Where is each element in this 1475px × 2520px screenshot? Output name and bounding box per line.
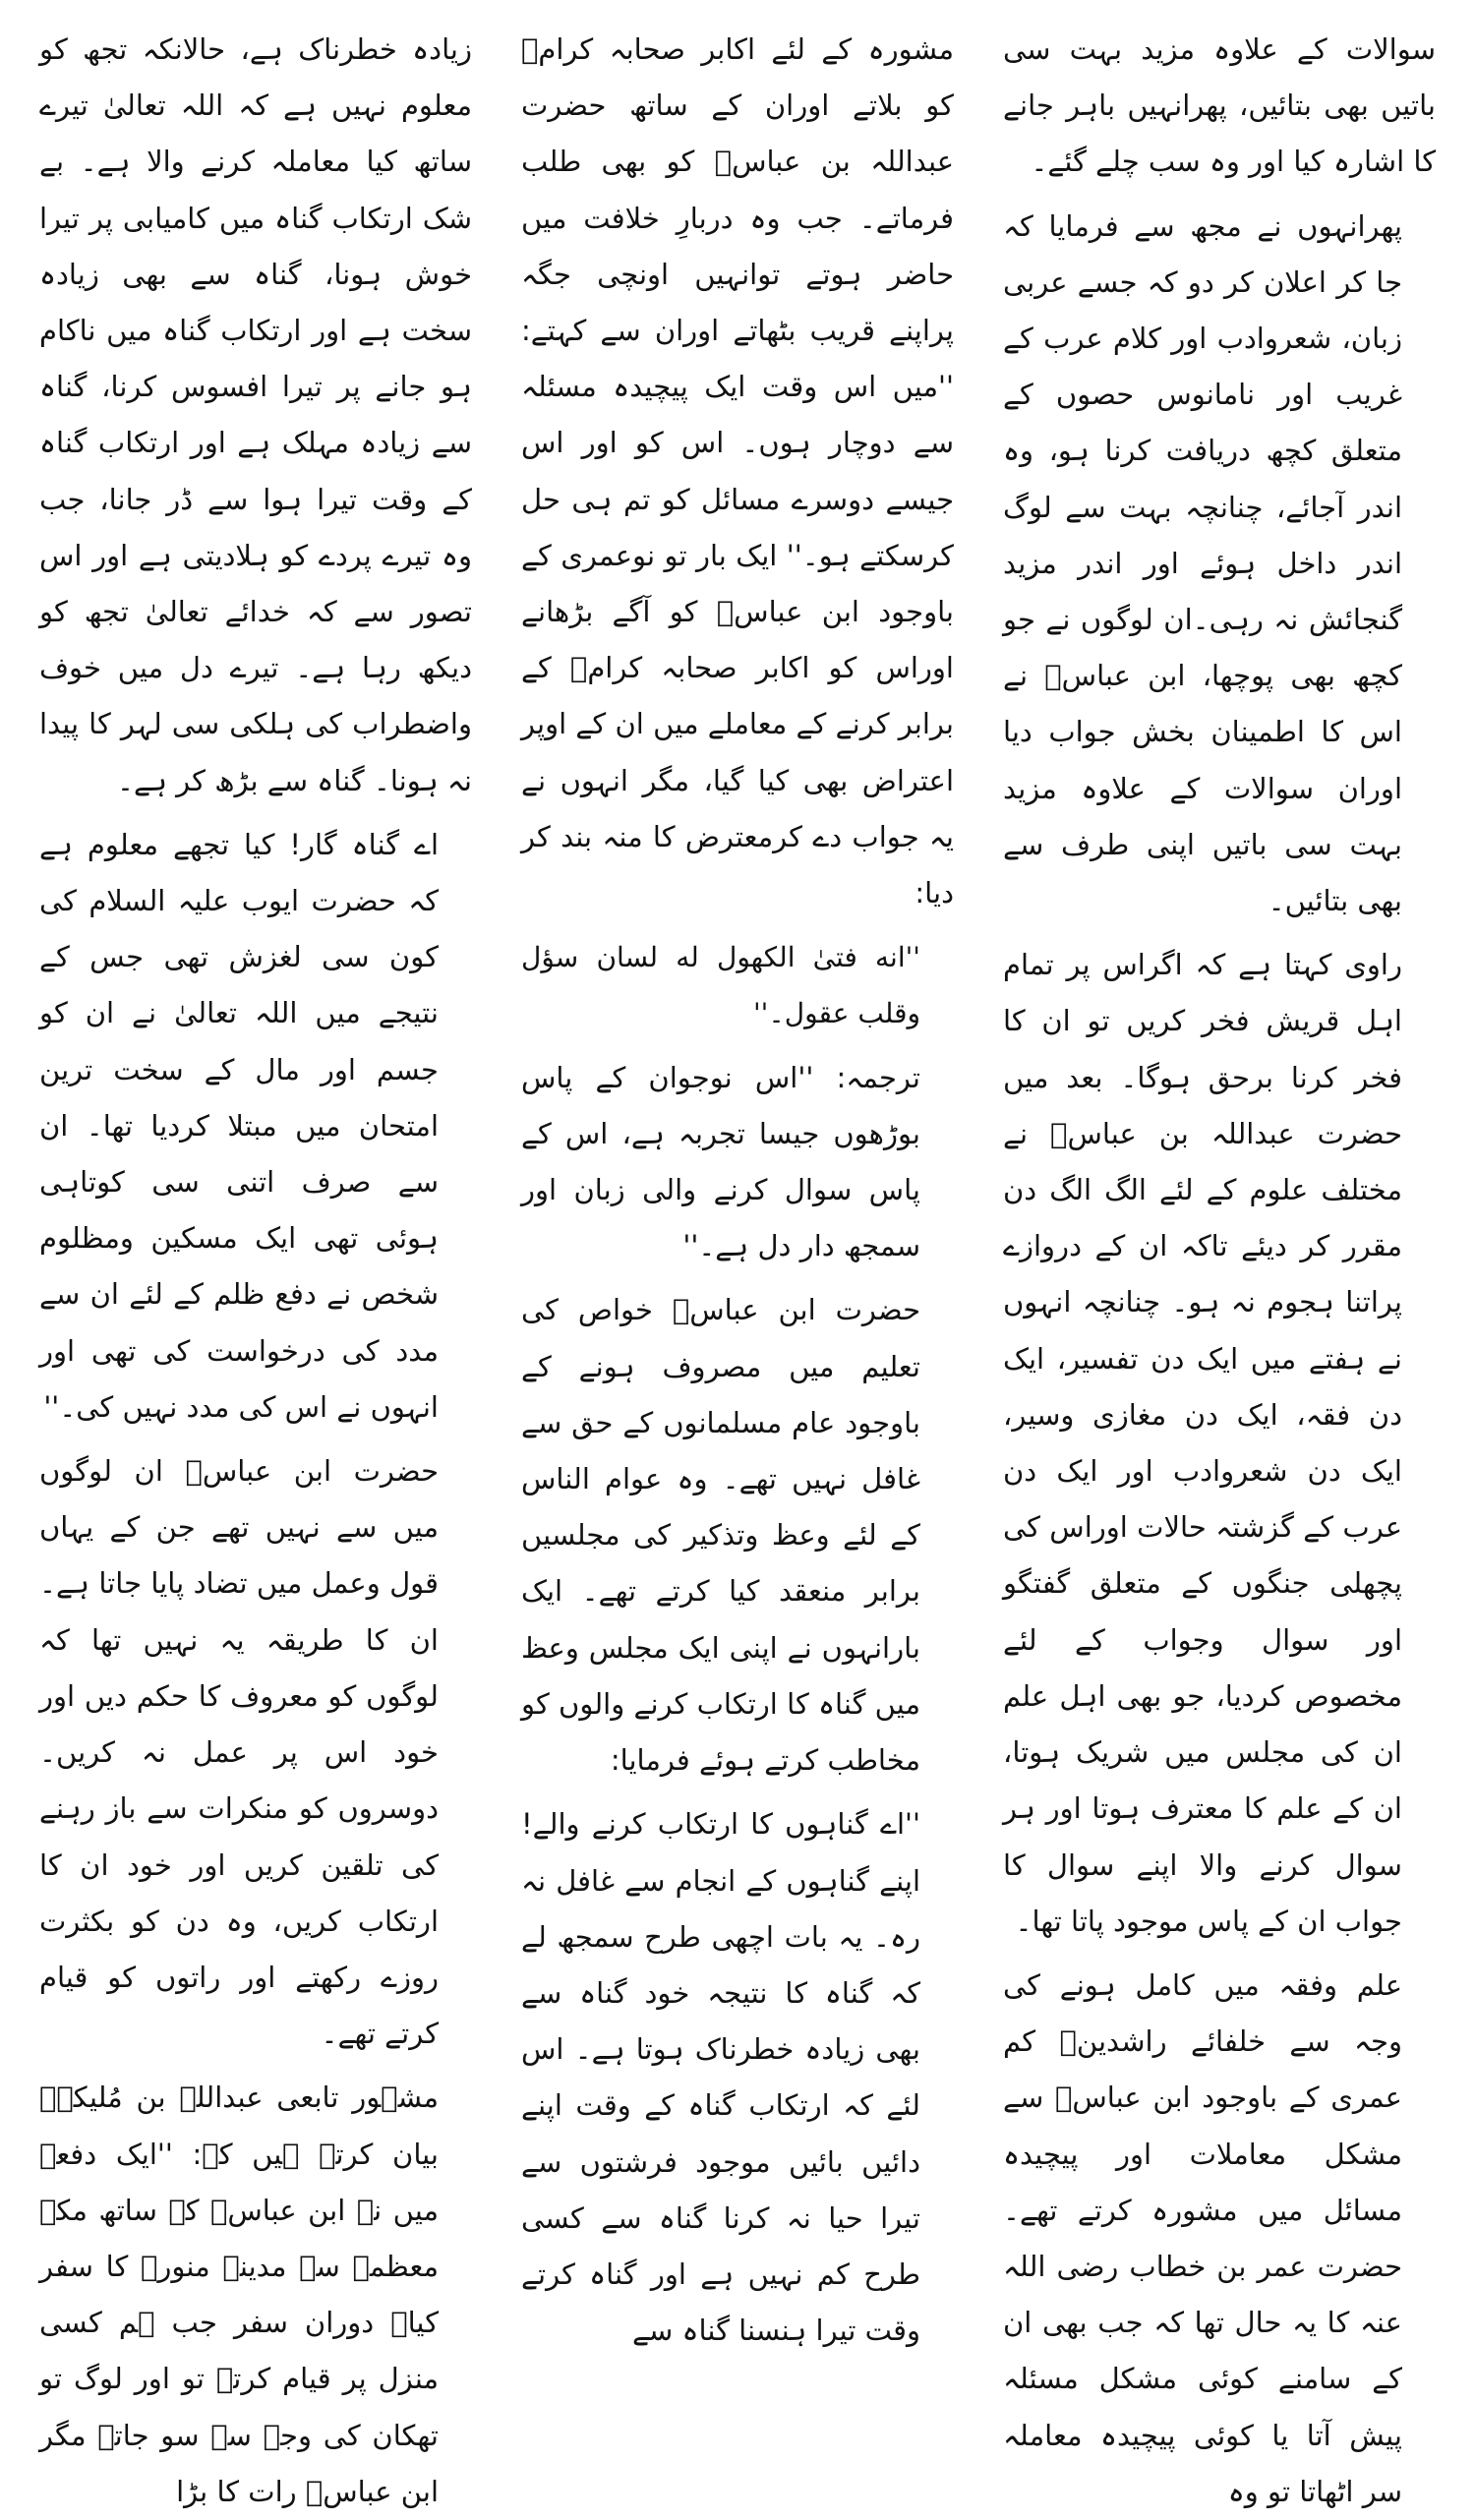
paragraph: راوی کہتا ہے کہ اگراس پر تمام اہل قریش فخر کریں تو ان کا فخر کرنا برحق ہوگا۔ بعد میں حضرت عبداللہ بن عباسؓ نے مختلف علوم کے لئے الگ الگ دن مقرر کر دیئے تاکہ ان کے دروازے پراتنا ہجوم نہ ہو۔ چنانچہ انہوں نے ہفتے میں ایک دن تفسیر، ایک دن فقہ، ایک دن مغازی وسیر، ایک دن شعروادب اور ایک دن عرب کے گزشتہ حالات اوراس کی پچھلی جنگوں کے متعلق گفتگو اور سوال وجواب کے لئے مخصوص کردیا، جو بھی اہل علم ان کی مجلس میں شریک ہوتا، ان کے علم کا معترف ہوتا اور ہر سوال کرنے والا اپنے سوال کا جواب ان کے پاس موجود پاتا تھا۔ [1003,948,1402,1938]
paragraph: سوالات کے علاوہ مزید بہت سی باتیں بھی بتائیں، پھرانہیں باہر جانے کا اشارہ کیا اور وہ سب چلے گئے۔ [1003,32,1436,179]
paragraph: مشہور تابعی عبداللہ بن مُلیکہؒ بیان کرتے ہیں کہ: ''ایک دفعہ میں نے ابن عباسؓ کے ساتھ مکہ معظمہ سے مدینہ منورہ کا سفر کیا۔ دوران سفر جب ہم کسی منزل پر قیام کرتے تو اور لوگ تو تھکان کی وجہ سے سو جاتے مگر ابن عباسؓ رات کا بڑا [39,2080,439,2508]
translation: ترجمہ: ''اس نوجوان کے پاس بوڑھوں جیسا تجربہ ہے، اس کے پاس سوال کرنے والی زبان اور سمجھ دار دل ہے۔'' [521,1060,920,1263]
paragraph: مشورہ کے لئے اکابر صحابہ کرامؓ کو بلاتے اوران کے ساتھ حضرت عبداللہ بن عباسؓ کو بھی طلب فرماتے۔ جب وہ دربارِ خلافت میں حاضر ہوتے توانہیں اونچی جگہ پراپنے قریب بٹھاتے اوران سے کہتے: ''میں اس وقت ایک پیچیدہ مسئلہ سے دوچار ہوں۔ اس کو اور اس جیسے دوسرے مسائل کو تم ہی حل کرسکتے ہو۔'' ایک بار تو نوعمری کے باوجود ابن عباسؓ کو آگے بڑھانے اوراس کو اکابر صحابہ کرامؓ کے برابر کرنے کے معاملے میں ان کے اوپر اعتراض بھی کیا گیا، مگر انہوں نے یہ جواب دے کرمعترض کا منہ بند کر دیا: [521,32,954,910]
paragraph: اے گناہ گار! کیا تجھے معلوم ہے کہ حضرت ایوب علیہ السلام کی کون سی لغزش تھی جس کے نتیجے میں اللہ تعالیٰ نے ان کو جسم اور مال کے سخت ترین امتحان میں مبتلا کردیا تھا۔ ان سے صرف اتنی سی کوتاہی ہوئی تھی ایک مسکین ومظلوم شخص نے دفع ظلم کے لئے ان سے مدد کی درخواست کی تھی اور انہوں نے اس کی مدد نہیں کی۔'' [39,827,439,1424]
arabic-quote: ''انه فتیٰ الكهول له لسان سؤل وقلب عقول۔'' [521,941,920,1030]
newspaper-page [39,22,1436,2508]
paragraph: پھرانہوں نے مجھ سے فرمایا کہ جا کر اعلان کر دو کہ جسے عربی زبان، شعروادب اور کلام عرب کے غریب اور نامانوس حصوں کے متعلق کچھ دریافت کرنا ہو، وہ اندر آجائے، چنانچہ بہت سے لوگ اندر داخل ہوئے اور اندر مزید گنجائش نہ رہی۔ان لوگوں نے جو کچھ بھی پوچھا، ابن عباسؓ نے اس کا اطمینان بخش جواب دیا اوران سوالات کے علاوہ مزید بہت سی باتیں اپنی طرف سے بھی بتائیں۔ [1003,208,1402,918]
paragraph: حضرت ابن عباسؓ خواص کی تعلیم میں مصروف ہونے کے باوجود عام مسلمانوں کے حق سے غافل نہیں تھے۔ وہ عوام الناس کے لئے وعظ وتذکیر کی مجلسیں برابر منعقد کیا کرتے تھے۔ ایک بارانہوں نے اپنی ایک مجلس وعظ میں گناہ کا ارتکاب کرنے والوں کو مخاطب کرتے ہوئے فرمایا: [521,1293,920,1778]
column-right [1003,22,1436,2508]
paragraph: حضرت ابن عباسؓ ان لوگوں میں سے نہیں تھے جن کے یہاں قول وعمل میں تضاد پایا جاتا ہے۔ ان کا طریقہ یہ نہیں تھا کہ لوگوں کو معروف کا حکم دیں اور خود اس پر عمل نہ کریں۔ دوسروں کو منکرات سے باز رہنے کی تلقین کریں اور خود ان کا ارتکاب کریں، وہ دن کو بکثرت روزے رکھتے اور راتوں کو قیام کرتے تھے۔ [39,1454,439,2051]
speech-quote: ''اے گناہوں کا ارتکاب کرنے والے! اپنے گناہوں کے انجام سے غافل نہ رہ۔ یہ بات اچھی طرح سمجھ لے کہ گناہ کا نتیجہ خود گناہ سے بھی زیادہ خطرناک ہوتا ہے۔ اس لئے کہ ارتکاب گناہ کے وقت اپنے دائیں بائیں موجود فرشتوں سے تیرا حیا نہ کرنا گناہ سے کسی طرح کم نہیں ہے اور گناہ کرتے وقت تیرا ہنسنا گناہ سے [521,1807,920,2348]
paragraph: زیادہ خطرناک ہے، حالانکہ تجھ کو معلوم نہیں ہے کہ اللہ تعالیٰ تیرے ساتھ کیا معاملہ کرنے والا ہے۔ بے شک ارتکاب گناہ میں کامیابی پر تیرا خوش ہونا، گناہ سے بھی زیادہ سخت ہے اور ارتکاب گناہ میں ناکام ہو جانے پر تیرا افسوس کرنا، گناہ سے زیادہ مہلک ہے اور ارتکاب گناہ کے وقت تیرا ہوا سے ڈر جانا، جب وہ تیرے پردے کو ہلادیتی ہے اور اس تصور سے کہ خدائے تعالیٰ تجھ کو دیکھ رہا ہے۔ تیرے دل میں خوف واضطراب کی ہلکی سی لہر کا پیدا نہ ہونا۔ گناہ سے بڑھ کر ہے۔ [39,32,472,797]
column-middle [521,22,954,2348]
column-left [39,22,472,2508]
paragraph: علم وفقہ میں کامل ہونے کی وجہ سے خلفائے راشدینؓ کم عمری کے باوجود ابن عباسؓ سے مشکل معاملات اور پیچیدہ مسائل میں مشورہ کرتے تھے۔ حضرت عمر بن خطاب رضی اللہ عنہ کا یہ حال تھا کہ جب بھی ان کے سامنے کوئی مشکل مسئلہ پیش آتا یا کوئی پیچیدہ معاملہ سر اٹھاتا تو وہ [1003,1967,1402,2508]
